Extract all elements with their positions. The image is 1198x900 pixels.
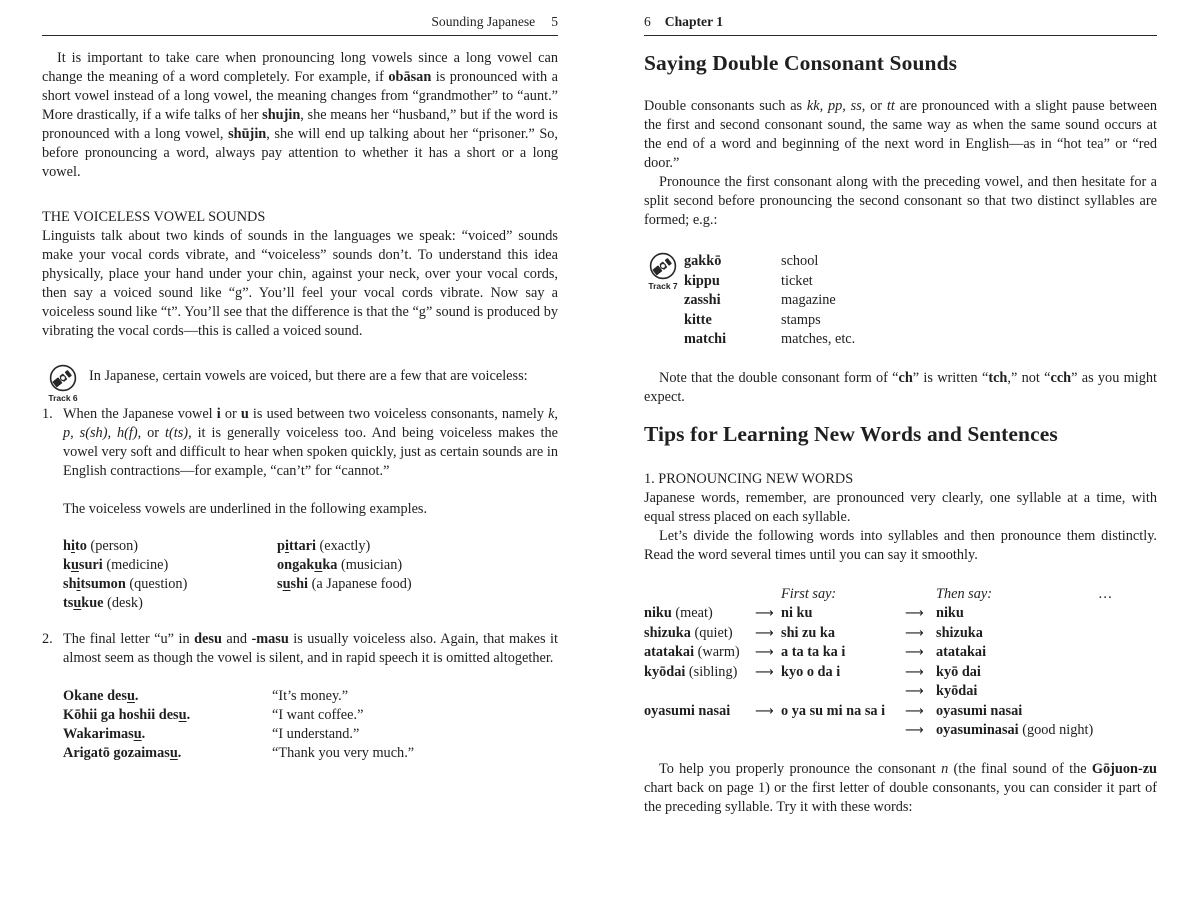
first-say-cell: ni ku — [781, 605, 813, 621]
example-entry: tsukue (desk) — [63, 595, 143, 611]
track7-icon-wrap — [646, 252, 680, 291]
vocab-gloss: ticket — [781, 272, 813, 289]
column-header-then-say: Then say: — [936, 585, 992, 602]
double-consonants-paragraph: Double consonants such as kk, pp, ss, or tt are pronounced with a slight pause between the first and second consonant sound, the same way as when the same sound occurs at the end of a word and beginning of the next word in English—as in “hot tea” or “red door.” — [644, 98, 1157, 171]
intro-paragraph: It is important to take care when pronouncing long vowels since a long vowel can change the meaning of a word completely. For example, if obāsan is pronounced with a short vowel instead of a long vowel, the meaning changes from “grandmother” to “aunt.” More drastically, if a wife talks of her shujin, she means her “husband,” but if the word is pronounced with a long vowel, shūjin, she will end up talking about her “prisoner.” So, before pronouncing a word, always pay attention to whether it has a short or a long vowel. — [42, 50, 558, 180]
word-cell: atatakai (warm) — [644, 644, 740, 660]
arrow-icon — [755, 721, 781, 741]
closing-paragraph: To help you properly pronounce the consonant n (the final sound of the Gōjuon-zu chart back on page 1) or the first letter of double consonants, you can consider it part of the preceding syllable. Try it with these words: — [644, 760, 1157, 815]
example-phrase: Wakarimasu. — [63, 726, 146, 742]
track-label: Track 7 — [648, 281, 678, 291]
table-cell-empty — [1098, 702, 1157, 722]
vocab-gloss: stamps — [781, 311, 821, 328]
example-entry: hito (person) — [63, 538, 139, 554]
left-page — [42, 14, 558, 763]
table-cell-empty — [1098, 624, 1157, 644]
arrow-icon: ⟶ — [755, 645, 774, 660]
then-say-cell: atatakai — [936, 644, 987, 660]
example-translation: “I want coffee.” — [272, 707, 364, 723]
table-cell-empty — [1098, 663, 1157, 683]
first-say-cell: kyo o da i — [781, 663, 841, 680]
table-cell-empty — [755, 585, 781, 605]
vocab-gloss: matches, etc. — [781, 331, 856, 347]
column-header-first-say: First say: — [781, 585, 837, 602]
example-entry — [277, 594, 558, 613]
page-number: 5 — [551, 14, 558, 29]
audio-vocab-track7 — [644, 252, 1157, 350]
running-head-right — [644, 14, 1157, 36]
voiceless-examples-grid — [63, 537, 558, 613]
first-say-cell: shi zu ka — [781, 624, 836, 641]
arrow-icon: ⟶ — [905, 645, 924, 660]
then-say-cell: niku — [936, 605, 964, 621]
table-cell-empty — [1098, 721, 1157, 741]
running-head-title: Chapter 1 — [664, 14, 724, 29]
example-entry: pittari (exactly) — [277, 538, 371, 554]
track-label: Track 6 — [48, 393, 78, 403]
example-phrase: Okane desu. — [63, 688, 139, 704]
word-cell — [644, 721, 755, 741]
word-cell — [644, 682, 755, 702]
vocab-list — [684, 252, 1157, 350]
arrow-icon — [755, 682, 781, 702]
word-cell: shizuka (quiet) — [644, 624, 733, 641]
note-paragraph: Note that the double consonant form of “ch” is written “tch,” not “cch” as you might expect. — [644, 369, 1157, 405]
syllable-table — [644, 585, 1157, 741]
word-cell: niku (meat) — [644, 605, 713, 621]
vocab-term: kippu — [684, 272, 720, 289]
item-body: When the Japanese vowel i or u is used between two voiceless consonants, namely k, p, s(sh), h(f), or t(ts), it is generally voiceless too. And being voiceless makes the vowel very soft and difficult to hear when spoken quickly, just as certain sounds are in English contractions—for example, “can’t” for “cannot.” — [63, 406, 559, 479]
running-head-left — [42, 14, 558, 36]
vocab-gloss: magazine — [781, 292, 836, 308]
running-head-title: Sounding Japanese — [431, 14, 536, 29]
first-say-cell — [781, 682, 905, 702]
table-cell-empty — [1098, 604, 1157, 624]
arrow-icon: ⟶ — [905, 723, 924, 738]
first-say-cell: o ya su mi na sa i — [781, 702, 886, 719]
pronouncing-paragraph: Japanese words, remember, are pronounced very clearly, one syllable at a time, with equal stress placed on each syllable. — [644, 489, 1157, 525]
arrow-icon: ⟶ — [755, 606, 774, 621]
then-say-cell: kyō dai — [936, 663, 981, 680]
example-entry: sushi (a Japanese food) — [277, 576, 412, 592]
arrow-icon: ⟶ — [905, 606, 924, 621]
arrow-icon: ⟶ — [755, 664, 774, 680]
table-cell-empty — [1098, 643, 1157, 663]
subsection-heading-pronouncing: 1. PRONOUNCING NEW WORDS — [644, 470, 854, 487]
arrow-icon: ⟶ — [905, 703, 924, 719]
page-number: 6 — [644, 14, 651, 29]
first-say-cell: a ta ta ka i — [781, 644, 846, 660]
audio-cue-text: In Japanese, certain vowels are voiced, but there are a few that are voiceless: — [89, 368, 528, 384]
item-number: 1. — [42, 406, 53, 422]
example-phrase: Kōhii ga hoshii desu. — [63, 707, 191, 723]
right-page — [644, 14, 1157, 817]
pronounce-paragraph: Pronounce the first consonant along with the preceding vowel, and then hesitate for a split second before pronouncing the second consonant so that two distinct syllables are formed; e.g.: — [644, 174, 1157, 228]
section-title-double-consonants: Saying Double Consonant Sounds — [644, 51, 958, 75]
example-phrase: Arigatō gozaimasu. — [63, 745, 182, 761]
table-cell-empty — [1098, 682, 1157, 702]
cd-icon — [649, 252, 677, 280]
example-entry: shitsumon (question) — [63, 576, 188, 592]
numbered-item-1 — [42, 405, 558, 481]
example-entry: kusuri (medicine) — [63, 557, 169, 573]
section-title-tips: Tips for Learning New Words and Sentences — [644, 421, 1058, 446]
then-say-cell: oyasumi nasai — [936, 702, 1023, 719]
ellipsis: … — [1098, 585, 1113, 602]
track6-icon-wrap — [46, 364, 80, 403]
examples-intro: The voiceless vowels are underlined in the following examples. — [63, 501, 428, 517]
subsection-heading-voiceless: THE VOICELESS VOWEL SOUNDS — [42, 209, 266, 225]
example-translation: “It’s money.” — [272, 688, 349, 704]
example-translation: “I understand.” — [272, 726, 360, 742]
example-translation: “Thank you very much.” — [272, 745, 415, 761]
arrow-icon: ⟶ — [905, 664, 924, 680]
then-say-cell: kyōdai — [936, 683, 978, 699]
vocab-term: kitte — [684, 311, 712, 328]
arrow-icon: ⟶ — [905, 625, 924, 641]
first-say-cell — [781, 721, 905, 741]
audio-cue-track6 — [42, 367, 558, 403]
numbered-item-2 — [42, 630, 558, 668]
desu-examples-grid — [63, 687, 558, 763]
vocab-gloss: school — [781, 253, 819, 269]
arrow-icon: ⟶ — [755, 625, 774, 641]
then-say-cell: oyasuminasai (good night) — [936, 722, 1094, 738]
vocab-term: zasshi — [684, 292, 721, 308]
arrow-icon: ⟶ — [755, 703, 774, 719]
vocab-term: matchi — [684, 331, 727, 347]
divide-paragraph: Let’s divide the following words into syllables and then pronounce them distinctly. Read the word several times until you can say it smoothly. — [644, 527, 1157, 563]
word-cell: kyōdai (sibling) — [644, 663, 738, 680]
arrow-icon: ⟶ — [905, 684, 924, 699]
vocab-term: gakkō — [684, 253, 722, 269]
table-cell-empty — [905, 585, 936, 605]
item-body: The final letter “u” in desu and -masu is usually voiceless also. Again, that makes it almost seem as though the vowel is silent, and in rapid speech it is omitted altogether. — [63, 631, 558, 666]
cd-icon — [49, 364, 77, 392]
word-cell: oyasumi nasai — [644, 702, 731, 719]
item-number: 2. — [42, 631, 53, 647]
voiceless-paragraph: Linguists talk about two kinds of sounds in the languages we speak: “voiced” sounds make your vocal cords vibrate, and “voiceless” sounds don’t. To understand this idea physically, place your hand under your chin, against your neck, over your vocal cords, then say a voiced sound like “g”. You’ll feel your vocal cords vibrate. Now say a voiceless sound like “t”. You’ll see that the difference is that the “g” sound is produced by vibrating the vocal cords—this is called a voiced sound. — [42, 228, 558, 339]
then-say-cell: shizuka — [936, 624, 983, 641]
example-entry: ongakuka (musician) — [277, 557, 403, 573]
table-cell-empty — [644, 585, 755, 605]
